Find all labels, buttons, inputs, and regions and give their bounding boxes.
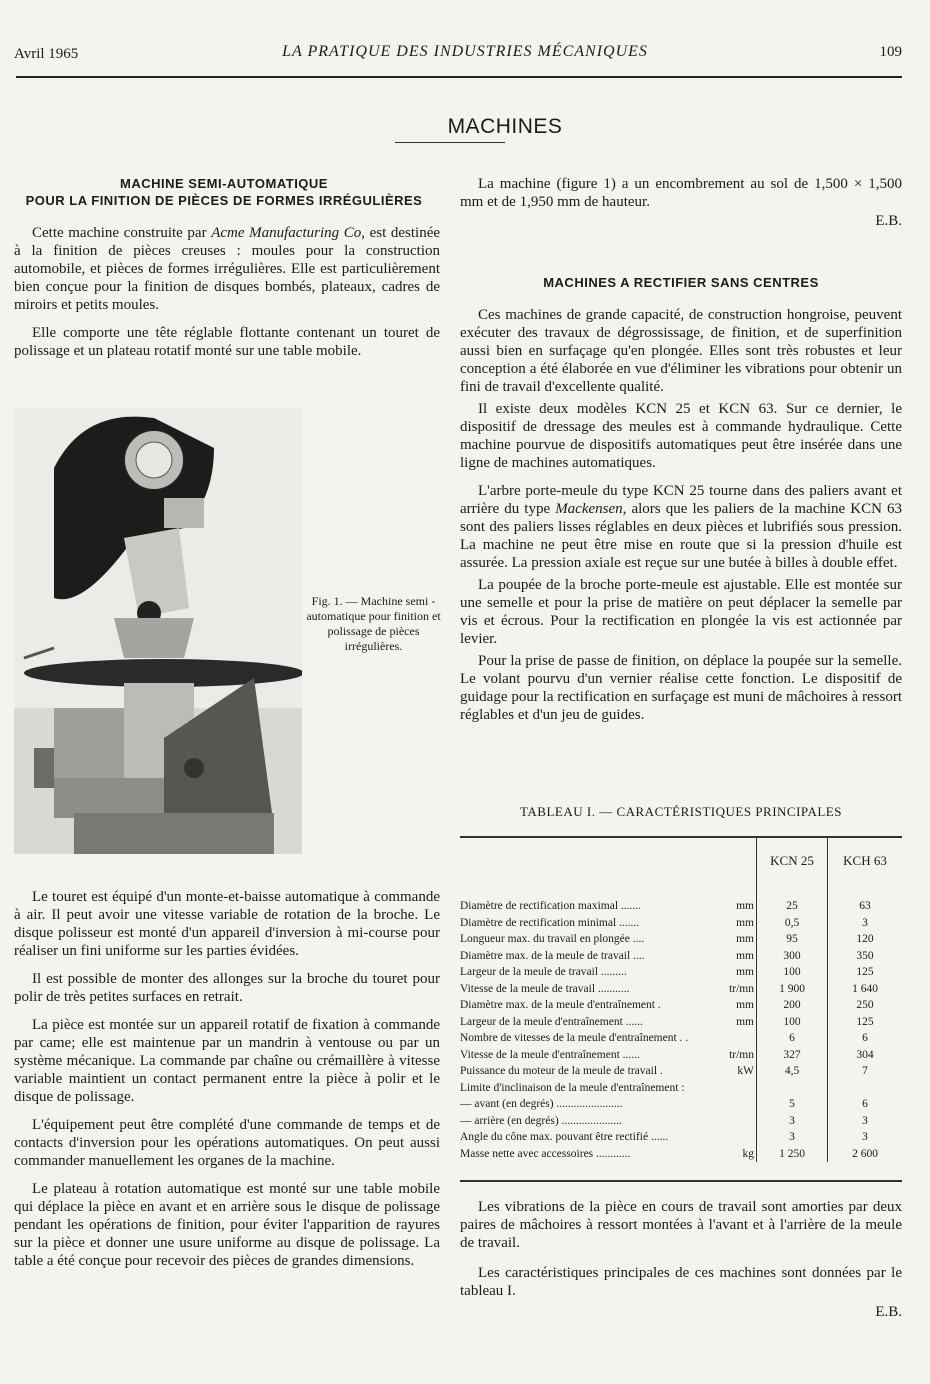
row-value-kcn25: 327 — [757, 1047, 828, 1064]
section-title: MACHINES — [447, 115, 563, 138]
row-value-kcn25: 200 — [757, 997, 828, 1014]
row-value-kcn25: 6 — [757, 1030, 828, 1047]
table-row — [460, 1080, 902, 1097]
row-label: Masse nette avec accessoires ............ — [460, 1147, 631, 1160]
article1-paragraph-2: Elle comporte une tête réglable flottante contenant un touret de polissage et un plateau rotatif monté sur une table mobile. — [14, 325, 440, 359]
row-value-kcn25: 4,5 — [757, 1063, 828, 1080]
article1-signature: E.B. — [875, 213, 902, 229]
article2-title: MACHINES A RECTIFIER SANS CENTRES — [543, 275, 819, 290]
row-value-kcn25: 1 250 — [757, 1146, 828, 1163]
row-label: — avant (en degrés) ....................... — [460, 1098, 623, 1110]
company-name: Acme Manufacturing Co, — [211, 225, 365, 241]
row-unit: mm — [736, 1015, 754, 1028]
table-row — [460, 1113, 902, 1130]
row-label: Largeur de la meule d'entraînement ...... — [460, 1015, 643, 1028]
row-label: — arrière (en degrés) ..................... — [460, 1114, 622, 1127]
row-unit: kg — [742, 1147, 754, 1160]
article2-signature: E.B. — [875, 1304, 902, 1320]
table-header-row — [460, 838, 902, 884]
table-title: TABLEAU I. — CARACTÉRISTIQUES PRINCIPALES — [520, 804, 842, 819]
table-row — [460, 948, 902, 965]
article2-p3-text-end: alors que les paliers de la machine KCN 63 sont des paliers lisses réglables en deux pièces et lubrifiés sous pression. La machine ne peut être mise en route que si la pression d'huile est assurée. La pression axiale est reçue sur une butée à billes à double effet. — [460, 501, 903, 571]
row-value-kch63: 7 — [862, 1065, 868, 1077]
machine-photo — [14, 408, 302, 854]
table-row — [460, 1146, 902, 1163]
row-label: Vitesse de la meule de travail ........... — [460, 982, 630, 995]
article1-paragraph-6: L'équipement peut être complété d'une commande de temps et de contacts d'inversion pour les opérations automatiques. On peut aussi commander manuellement les organes de la machine. — [14, 1117, 440, 1169]
row-value-kch63: 3 — [862, 1114, 868, 1127]
table-row — [460, 931, 902, 948]
row-unit: mm — [736, 916, 754, 929]
polishing-machine-illustration — [14, 408, 302, 854]
article1-paragraph-4: Il est possible de monter des allonges sur la broche du touret pour polir de très petites surfaces en retrait. — [14, 971, 440, 1005]
table-row — [460, 1096, 902, 1113]
table-row — [460, 981, 902, 998]
figure-caption: Fig. 1. — Machine semi - automatique pour finition et polissage de pièces irrégulières. — [306, 594, 441, 653]
row-label: Diamètre max. de la meule de travail .... — [460, 949, 645, 962]
article2-paragraph-5: Pour la prise de passe de finition, on déplace la poupée sur la semelle. Le volant pourvu d'un vernier réalise cette fonction. Le dispositif de guidage pour la rectification en surfaçage est muni de mâchoires à ressort réglables et d'un jeu de guides. — [460, 653, 902, 723]
row-label: Puissance du moteur de la meule de travail . — [460, 1065, 663, 1077]
row-unit: tr/mn — [729, 982, 754, 995]
column-header-kcn25: KCN 25 — [757, 838, 828, 884]
article1-continuation — [460, 175, 902, 230]
row-unit: mm — [736, 900, 754, 912]
row-unit — [718, 1113, 757, 1130]
row-unit: mm — [736, 966, 754, 978]
row-value-kch63: 2 600 — [852, 1147, 878, 1160]
article1-paragraph-3: Le touret est équipé d'un monte-et-baisse automatique à commande à air. Il peut avoir une vitesse variable de rotation de la broche. Le disque polisseur est monté d'un appareil d'inversion à mi-course pour réaliser un fini uniforme sur les parties évidées. — [14, 889, 440, 959]
row-value-kch63: 63 — [859, 900, 871, 912]
table-row — [460, 915, 902, 932]
row-value-kch63: 1 640 — [852, 982, 878, 995]
row-label: Largeur de la meule de travail ......... — [460, 966, 627, 978]
row-value-kcn25: 5 — [757, 1096, 828, 1113]
article2-paragraph-4: La poupée de la broche porte-meule est ajustable. Elle est montée sur une semelle et pour la prise de matière on peut déplacer la semelle par vis et écrous. Pour la rectification en plongée la vis est actionnée par levier. — [460, 577, 902, 647]
article2-body — [460, 306, 902, 724]
row-value-kcn25: 95 — [757, 931, 828, 948]
row-unit: mm — [736, 999, 754, 1011]
row-value-kch63: 6 — [862, 1098, 868, 1110]
table-row — [460, 1063, 902, 1080]
row-unit — [718, 1030, 757, 1047]
row-label: Diamètre de rectification maximal ....... — [460, 900, 642, 912]
row-label: Angle du cône max. pouvant être rectifié ...... — [460, 1131, 669, 1143]
article1-paragraph-1 — [14, 224, 440, 314]
article1-paragraph-7: Le plateau à rotation automatique est monté sur une table mobile qui déplace la pièce en avant et en arrière sous le disque de polissage pendant les opérations de finition, pour éviter l'apparition de rayures sur la pièce et donner une usure uniforme au disque de polissage. La table a été conçue pour recevoir des pièces de grandes dimensions. — [14, 1181, 440, 1269]
row-value-kcn25: 3 — [757, 1113, 828, 1130]
row-value-kcn25: 100 — [757, 964, 828, 981]
row-unit: mm — [736, 949, 754, 962]
row-label: Vitesse de la meule d'entraînement ...... — [460, 1048, 640, 1061]
row-label: Diamètre de rectification minimal ....... — [460, 916, 640, 929]
row-value-kch63: 125 — [856, 1015, 874, 1028]
article2-p3-text: L'arbre porte-meule du type KCN 25 tourne dans des paliers avant et arrière du type — [460, 483, 902, 517]
table-row — [460, 1129, 902, 1146]
table-row — [460, 1014, 902, 1031]
article2-closing — [460, 1198, 902, 1321]
article2-paragraph-7: Les caractéristiques principales de ces machines sont données par le tableau I. — [460, 1265, 902, 1299]
row-value-kcn25: 25 — [757, 898, 828, 915]
article2-paragraph-3 — [460, 482, 902, 572]
table-bottom-rule — [460, 1180, 902, 1182]
header-date: Avril 1965 — [14, 46, 79, 62]
row-value-kch63: 304 — [856, 1048, 874, 1061]
row-unit — [718, 1096, 757, 1113]
table-row — [460, 898, 902, 915]
row-unit — [718, 1080, 757, 1097]
article1-paragraph-5: La pièce est montée sur un appareil rotatif de fixation à commande par came; elle est maintenue par un mandrin à ventouse ou par un système mécanique. La commande par chaîne ou crémaillère à vitesse variable maintient un contact permanent entre la pièce à polir et le disque de polissage. — [14, 1017, 440, 1105]
header-divider — [16, 76, 902, 78]
row-value-kcn25: 0,5 — [757, 915, 828, 932]
page-number: 109 — [879, 44, 902, 60]
row-label: Diamètre max. de la meule d'entraînement . — [460, 999, 661, 1011]
table-row — [460, 997, 902, 1014]
row-unit: kW — [737, 1065, 754, 1077]
article2-paragraph-2: Il existe deux modèles KCN 25 et KCN 63. Sur ce dernier, le dispositif de dressage des meules est à commande hydraulique. Cette machine pourvue de dispositifs automatiques peut être insérée dans une ligne de machines automatiques. — [460, 401, 902, 471]
article1-title — [14, 175, 434, 209]
row-label: Limite d'inclinaison de la meule d'entraînement : — [460, 1081, 685, 1094]
row-value-kch63: 3 — [862, 1131, 868, 1143]
article1-body — [14, 888, 440, 1270]
row-value-kcn25: 300 — [757, 948, 828, 965]
row-unit: mm — [736, 933, 754, 945]
article1-p1-text: Cette machine construite par — [32, 225, 212, 241]
row-value-kch63: 350 — [856, 949, 874, 962]
table-row — [460, 1047, 902, 1064]
row-value-kcn25: 3 — [757, 1129, 828, 1146]
article1-title-line2: POUR LA FINITION DE PIÈCES DE FORMES IRRÉGULIÈRES — [25, 193, 423, 208]
row-value-kcn25: 100 — [757, 1014, 828, 1031]
article1-paragraph-8: La machine (figure 1) a un encombrement au sol de 1,500 × 1,500 mm et de 1,950 mm de hauteur. — [460, 176, 902, 210]
article1-intro — [14, 224, 440, 360]
row-unit: tr/mn — [729, 1048, 754, 1061]
row-label: Longueur max. du travail en plongée .... — [460, 933, 645, 945]
row-value-kch63: 120 — [856, 933, 874, 945]
row-value-kch63: 250 — [856, 999, 874, 1011]
row-value-kcn25: 1 900 — [757, 981, 828, 998]
row-value-kch63 — [828, 1080, 903, 1097]
article1-title-line1: MACHINE SEMI-AUTOMATIQUE — [120, 176, 328, 191]
article1-p1-text-end: est destinée à la finition de pièces creuses : moules pour la construction automobile, et pièces de formes irrégulières. Elle est particulièrement bien conçue pour la finition de disques bombés, plateaux, cadres de miroirs et petits moules. — [14, 225, 441, 313]
table-row — [460, 1030, 902, 1047]
journal-title: LA PRATIQUE DES INDUSTRIES MÉCANIQUES — [282, 43, 648, 60]
table-row — [460, 964, 902, 981]
row-unit — [718, 1129, 757, 1146]
section-divider — [395, 142, 505, 143]
row-value-kch63: 6 — [862, 1032, 868, 1044]
row-value-kcn25 — [757, 1080, 828, 1097]
article2-paragraph-1: Ces machines de grande capacité, de construction hongroise, peuvent exécuter des travaux de dégrossissage, de finition, et de superfinition aussi bien en surfaçage qu'en plongée. Elles sont très robustes et leur conception a été élaborée en vue d'éliminer les vibrations pour obtenir un fini de travail d'excellente qualité. — [460, 307, 902, 395]
specs-table-body — [460, 898, 902, 1162]
specs-table — [460, 838, 902, 1162]
row-value-kch63: 3 — [862, 916, 868, 929]
bearing-brand: Mackensen, — [555, 501, 627, 517]
column-header-kch63: KCH 63 — [843, 852, 887, 868]
row-label: Nombre de vitesses de la meule d'entraînement . . — [460, 1032, 689, 1044]
row-value-kch63: 125 — [856, 966, 874, 978]
article2-paragraph-6: Les vibrations de la pièce en cours de travail sont amorties par deux paires de mâchoires à ressort montées à l'avant et à l'arrière de la meule de travail. — [460, 1199, 902, 1251]
